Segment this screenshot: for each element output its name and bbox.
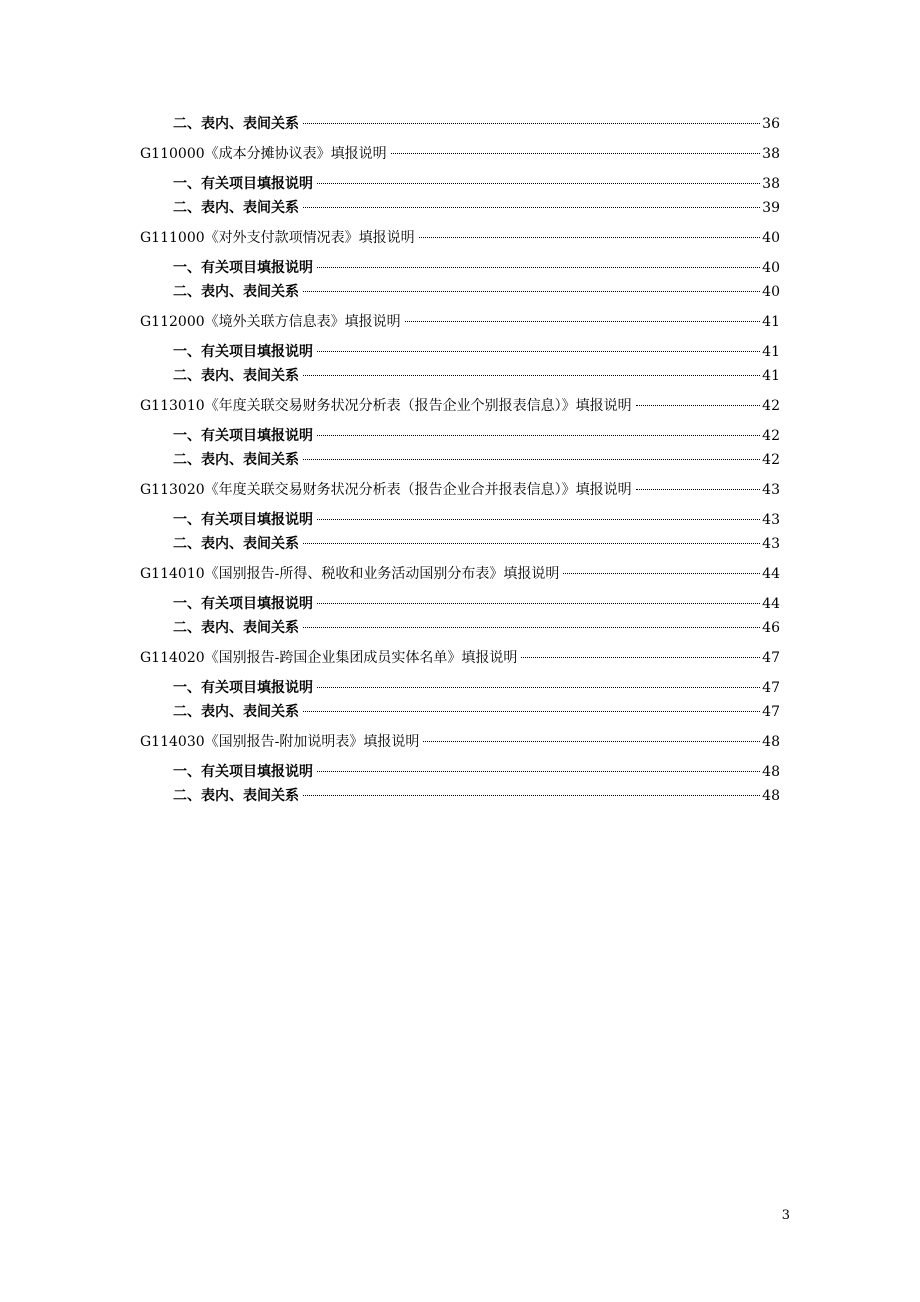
toc-dot-leader <box>405 321 761 322</box>
toc-entry-page-number: 42 <box>762 398 780 414</box>
toc-section-entry[interactable] <box>140 226 780 250</box>
toc-entry-title: 一、有关项目填报说明 <box>173 680 313 696</box>
toc-dot-leader <box>317 687 760 688</box>
toc-entry-page-number: 48 <box>762 788 780 804</box>
toc-dot-leader <box>303 459 760 460</box>
toc-entry-page-number: 41 <box>762 314 780 330</box>
toc-section-entry[interactable] <box>140 142 780 166</box>
toc-entry-page-number: 44 <box>762 566 780 582</box>
toc-dot-leader <box>317 351 760 352</box>
toc-entry-title: G113010《年度关联交易财务状况分析表（报告企业个别报表信息）》填报说明 <box>140 398 632 414</box>
toc-subsection-entry[interactable] <box>140 700 780 724</box>
toc-subsection-entry[interactable] <box>140 508 780 532</box>
toc-entry-title: 一、有关项目填报说明 <box>173 512 313 528</box>
toc-dot-leader <box>636 489 761 490</box>
toc-section-entry[interactable] <box>140 310 780 334</box>
toc-entry-page-number: 47 <box>762 680 780 696</box>
toc-subsection-entry[interactable] <box>140 280 780 304</box>
toc-entry-title: 一、有关项目填报说明 <box>173 596 313 612</box>
toc-entry-page-number: 38 <box>762 176 780 192</box>
toc-entry-page-number: 38 <box>762 146 780 162</box>
toc-entry-title: 二、表内、表间关系 <box>173 704 299 720</box>
toc-section-entry[interactable] <box>140 394 780 418</box>
toc-subsection-entry[interactable] <box>140 340 780 364</box>
toc-entry-page-number: 46 <box>762 620 780 636</box>
toc-entry-title: 二、表内、表间关系 <box>173 452 299 468</box>
toc-dot-leader <box>317 771 760 772</box>
toc-dot-leader <box>317 519 760 520</box>
toc-entry-title: G110000《成本分摊协议表》填报说明 <box>140 146 387 162</box>
toc-dot-leader <box>303 711 760 712</box>
toc-dot-leader <box>423 741 760 742</box>
toc-dot-leader <box>303 291 760 292</box>
toc-entry-title: G111000《对外支付款项情况表》填报说明 <box>140 230 415 246</box>
toc-dot-leader <box>317 183 760 184</box>
toc-entry-page-number: 36 <box>762 116 780 132</box>
toc-dot-leader <box>317 267 760 268</box>
table-of-contents <box>140 112 780 808</box>
toc-subsection-entry[interactable] <box>140 448 780 472</box>
toc-dot-leader <box>317 435 760 436</box>
toc-entry-page-number: 44 <box>762 596 780 612</box>
toc-entry-title: G112000《境外关联方信息表》填报说明 <box>140 314 401 330</box>
toc-entry-page-number: 41 <box>762 344 780 360</box>
toc-dot-leader <box>317 603 760 604</box>
toc-section-entry[interactable] <box>140 478 780 502</box>
toc-dot-leader <box>303 123 760 124</box>
toc-entry-title: G113020《年度关联交易财务状况分析表（报告企业合并报表信息）》填报说明 <box>140 482 632 498</box>
toc-subsection-entry[interactable] <box>140 424 780 448</box>
toc-entry-page-number: 47 <box>762 650 780 666</box>
toc-subsection-entry[interactable] <box>140 112 780 136</box>
toc-dot-leader <box>303 627 760 628</box>
toc-dot-leader <box>303 795 760 796</box>
toc-entry-title: G114020《国别报告-跨国企业集团成员实体名单》填报说明 <box>140 650 518 666</box>
toc-entry-title: G114010《国别报告-所得、税收和业务活动国别分布表》填报说明 <box>140 566 560 582</box>
page-number: 3 <box>781 1208 790 1223</box>
toc-entry-title: 一、有关项目填报说明 <box>173 176 313 192</box>
toc-entry-title: 二、表内、表间关系 <box>173 620 299 636</box>
toc-subsection-entry[interactable] <box>140 676 780 700</box>
toc-subsection-entry[interactable] <box>140 760 780 784</box>
toc-entry-page-number: 48 <box>762 764 780 780</box>
toc-subsection-entry[interactable] <box>140 616 780 640</box>
toc-dot-leader <box>521 657 760 658</box>
toc-entry-title: 二、表内、表间关系 <box>173 536 299 552</box>
toc-entry-page-number: 43 <box>762 482 780 498</box>
toc-dot-leader <box>419 237 761 238</box>
toc-entry-page-number: 43 <box>762 512 780 528</box>
toc-entry-page-number: 39 <box>762 200 780 216</box>
toc-subsection-entry[interactable] <box>140 592 780 616</box>
toc-subsection-entry[interactable] <box>140 364 780 388</box>
toc-entry-page-number: 48 <box>762 734 780 750</box>
toc-dot-leader <box>563 573 760 574</box>
toc-section-entry[interactable] <box>140 562 780 586</box>
toc-subsection-entry[interactable] <box>140 172 780 196</box>
toc-entry-title: 二、表内、表间关系 <box>173 788 299 804</box>
toc-entry-page-number: 40 <box>762 230 780 246</box>
toc-entry-page-number: 42 <box>762 428 780 444</box>
toc-entry-title: 一、有关项目填报说明 <box>173 764 313 780</box>
toc-entry-title: 二、表内、表间关系 <box>173 200 299 216</box>
toc-dot-leader <box>303 207 760 208</box>
toc-subsection-entry[interactable] <box>140 532 780 556</box>
toc-entry-page-number: 43 <box>762 536 780 552</box>
toc-subsection-entry[interactable] <box>140 256 780 280</box>
toc-entry-title: 一、有关项目填报说明 <box>173 344 313 360</box>
toc-entry-title: 一、有关项目填报说明 <box>173 428 313 444</box>
toc-dot-leader <box>391 153 761 154</box>
toc-section-entry[interactable] <box>140 646 780 670</box>
toc-entry-title: 二、表内、表间关系 <box>173 368 299 384</box>
toc-subsection-entry[interactable] <box>140 196 780 220</box>
toc-entry-page-number: 40 <box>762 284 780 300</box>
toc-entry-title: 二、表内、表间关系 <box>173 116 299 132</box>
toc-entry-page-number: 40 <box>762 260 780 276</box>
toc-dot-leader <box>303 543 760 544</box>
toc-entry-title: G114030《国别报告-附加说明表》填报说明 <box>140 734 420 750</box>
toc-entry-page-number: 42 <box>762 452 780 468</box>
toc-entry-title: 一、有关项目填报说明 <box>173 260 313 276</box>
toc-section-entry[interactable] <box>140 730 780 754</box>
toc-entry-page-number: 47 <box>762 704 780 720</box>
toc-dot-leader <box>303 375 760 376</box>
toc-dot-leader <box>636 405 761 406</box>
toc-entry-title: 二、表内、表间关系 <box>173 284 299 300</box>
toc-subsection-entry[interactable] <box>140 784 780 808</box>
toc-entry-page-number: 41 <box>762 368 780 384</box>
